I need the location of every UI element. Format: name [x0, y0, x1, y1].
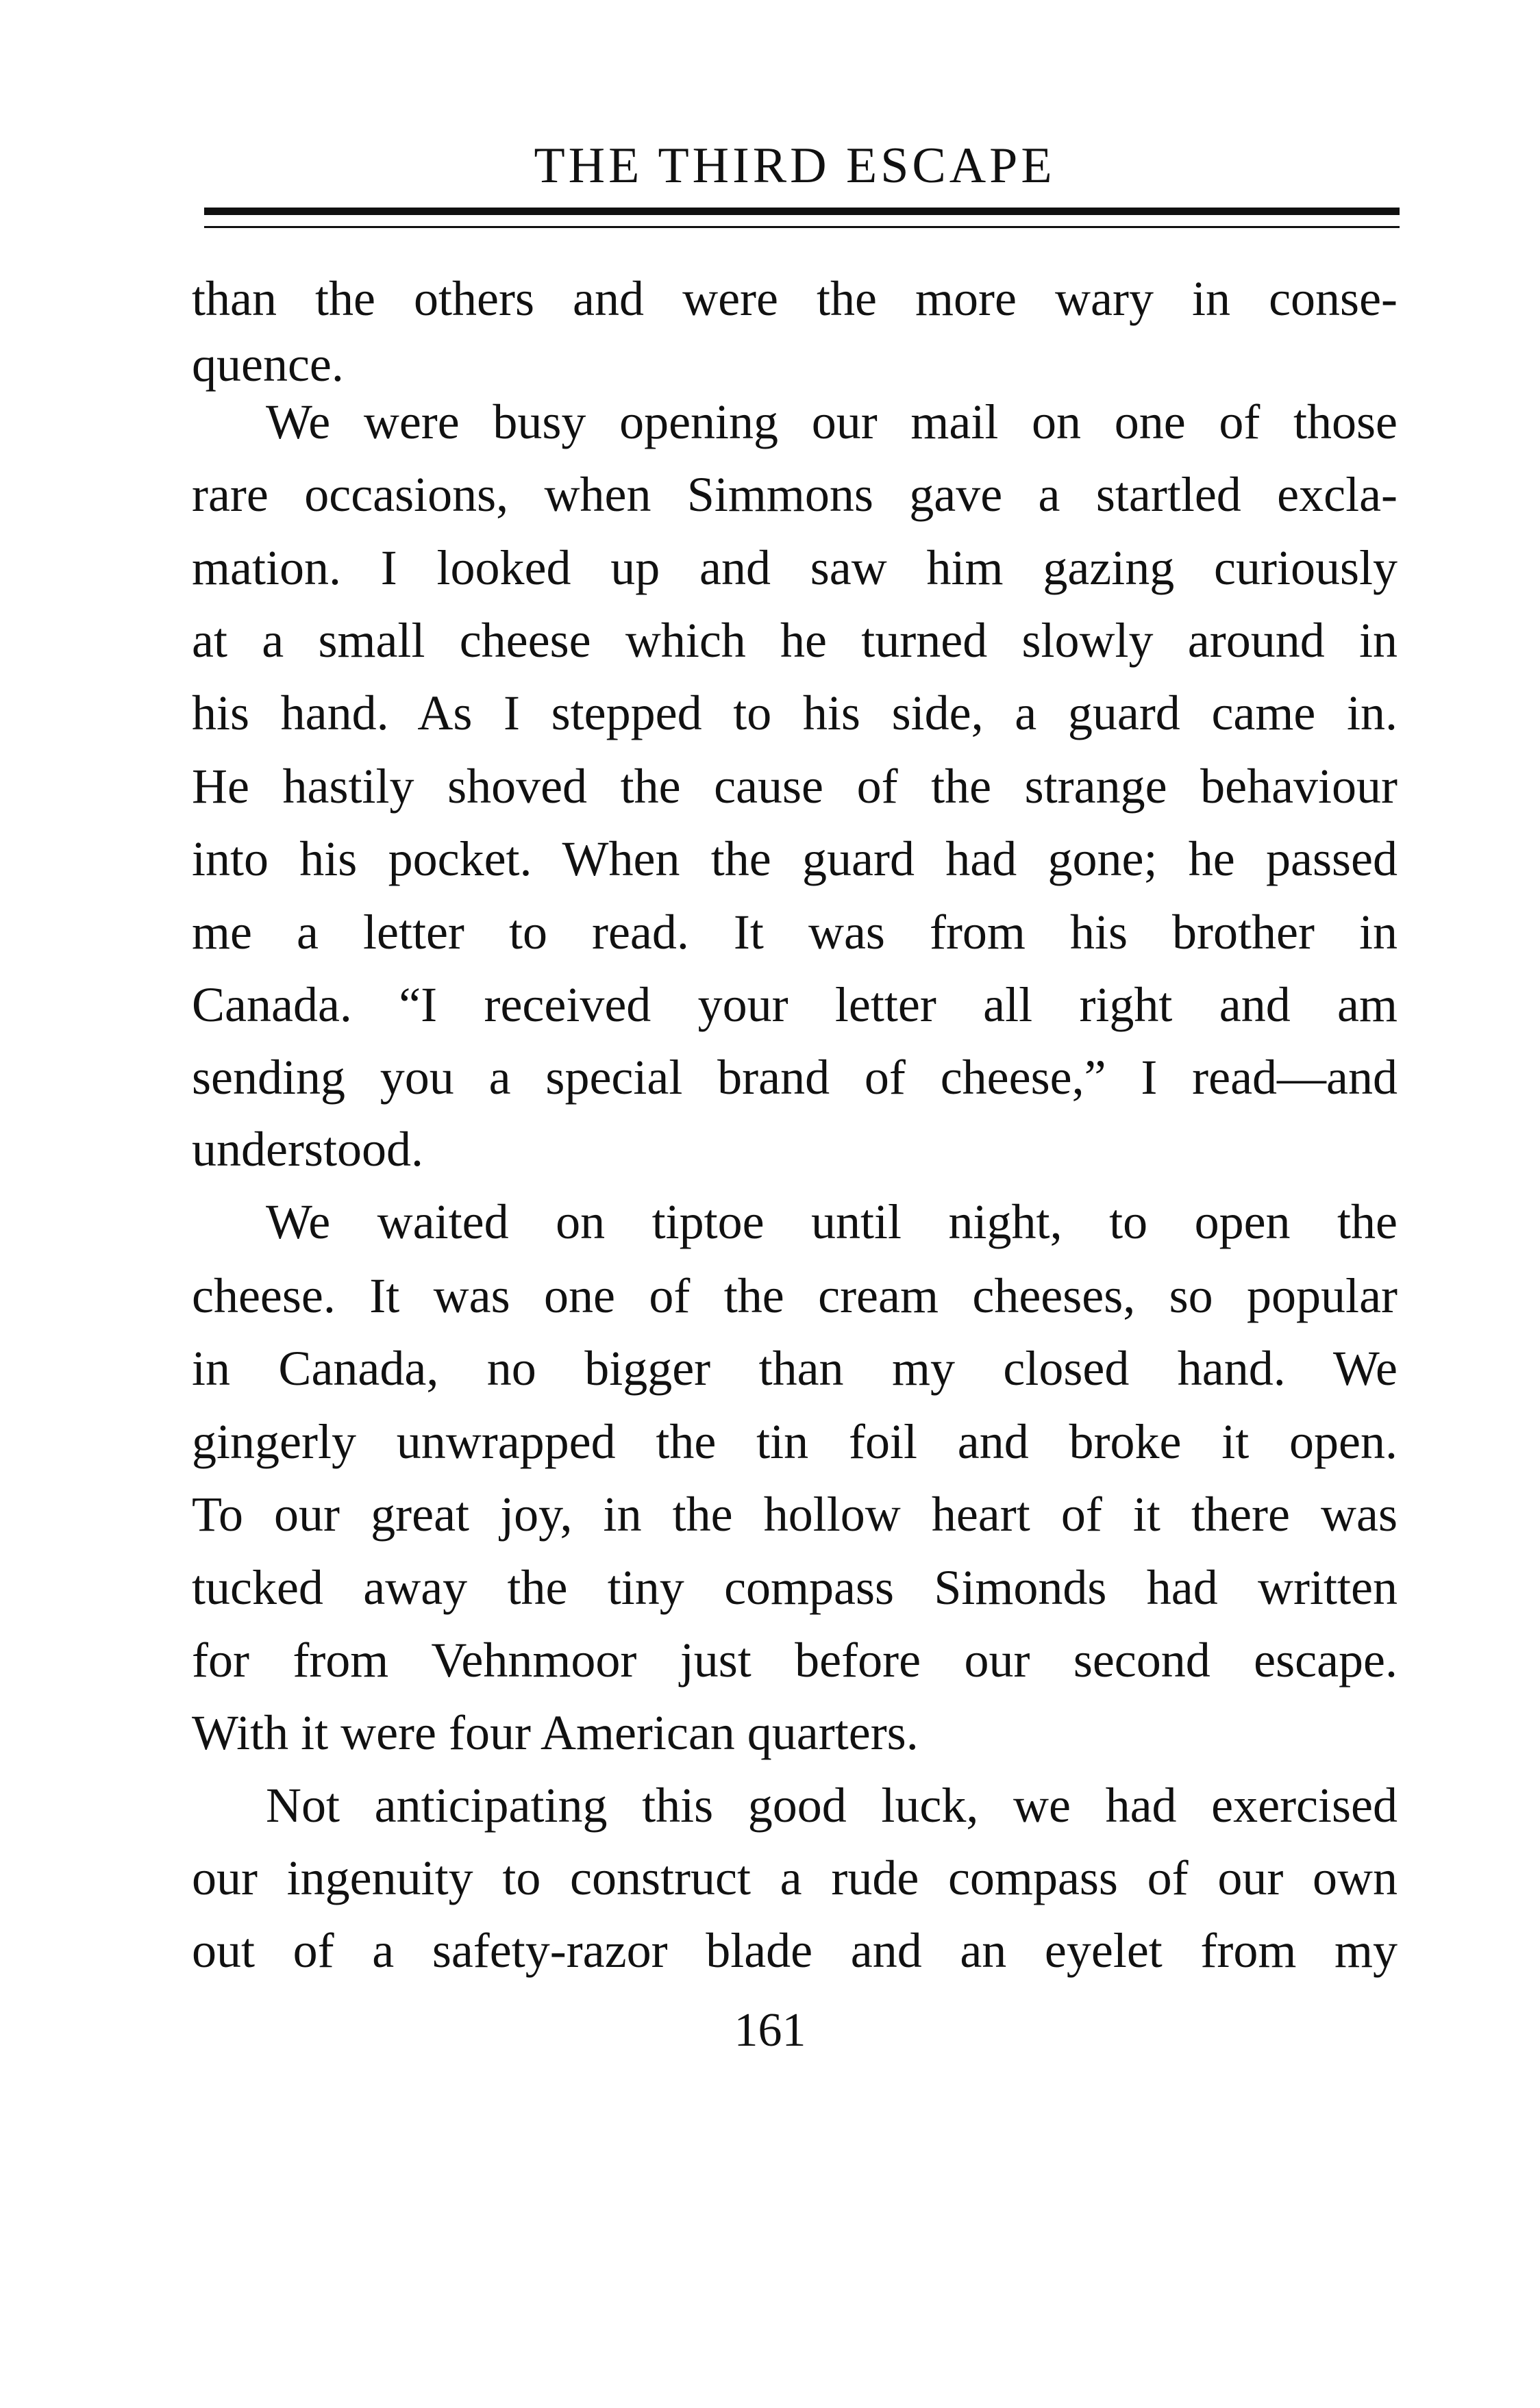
text-line: out of a safety-razor blade and an eyelet from my	[192, 1923, 1398, 1978]
text-line: understood.	[192, 1122, 423, 1177]
text-line: We were busy opening our mail on one of those	[266, 394, 1398, 449]
text-line: To our great joy, in the hollow heart of it there was	[192, 1487, 1398, 1542]
header-rule-thin	[204, 226, 1400, 228]
header-rule-thick	[204, 208, 1400, 215]
text-line: gingerly unwrapped the tin foil and broke it open.	[192, 1414, 1398, 1469]
text-line: tucked away the tiny compass Simonds had written	[192, 1560, 1398, 1615]
text-line: quence.	[192, 337, 344, 392]
text-line: Not anticipating this good luck, we had exercised	[266, 1778, 1398, 1833]
text-line: me a letter to read. It was from his brother in	[192, 905, 1398, 960]
text-line: into his pocket. When the guard had gone; he passed	[192, 831, 1398, 886]
running-head: THE THIRD ESCAPE	[534, 138, 1056, 194]
text-line: He hastily shoved the cause of the strange behaviour	[192, 759, 1398, 814]
text-line: Canada. “I received your letter all right and am	[192, 977, 1398, 1032]
text-line: his hand. As I stepped to his side, a guard came in.	[192, 686, 1398, 740]
text-line: With it were four American quarters.	[192, 1705, 919, 1760]
text-line: cheese. It was one of the cream cheeses, so popular	[192, 1268, 1398, 1323]
text-line: our ingenuity to construct a rude compass of our own	[192, 1851, 1398, 1905]
text-line: than the others and were the more wary in conse-	[192, 271, 1398, 326]
page-number: 161	[734, 2004, 806, 2057]
text-line: rare occasions, when Simmons gave a startled excla-	[192, 467, 1398, 522]
text-line: for from Vehnmoor just before our second escape.	[192, 1633, 1398, 1688]
text-line: mation. I looked up and saw him gazing curiously	[192, 540, 1398, 595]
text-line: sending you a special brand of cheese,” I read—and	[192, 1050, 1398, 1105]
text-line: We waited on tiptoe until night, to open the	[266, 1194, 1398, 1249]
text-line: in Canada, no bigger than my closed hand. We	[192, 1341, 1398, 1396]
text-line: at a small cheese which he turned slowly around in	[192, 613, 1398, 668]
